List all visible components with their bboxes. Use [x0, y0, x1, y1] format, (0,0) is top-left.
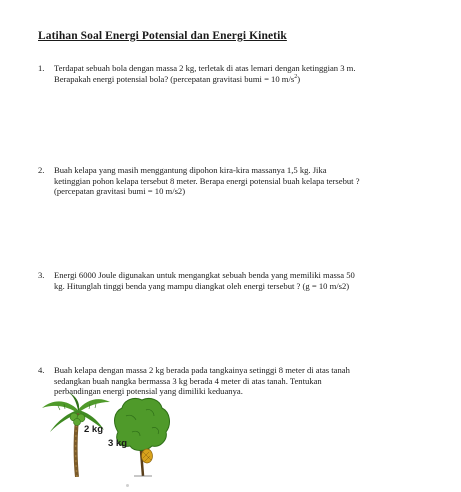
question-number: 2.: [38, 165, 45, 175]
question-line: Buah kelapa yang masih menggantung dipohon kira-kira massanya 1,5 kg. Jika: [54, 165, 327, 175]
question-line: Buah kelapa dengan massa 2 kg berada pada tangkainya setinggi 8 meter di atas tanah: [54, 365, 350, 375]
question-line: (percepatan gravitasi bumi = 10 m/s2): [54, 186, 186, 197]
page-dot: [126, 484, 129, 487]
question-line: sedangkan buah nangka bermassa 3 kg berada 4 meter di atas tanah. Tentukan: [54, 375, 322, 386]
question-text: [54, 63, 434, 84]
question-line: kg. Hitunglah tinggi benda yang mampu diangkat oleh energi tersebut ? (g = 10 m/s2): [54, 280, 350, 291]
question-line: Berapakah energi potensial bola? (percepatan gravitasi bumi = 10 $m/s^2$): [54, 73, 301, 84]
question-text: [54, 270, 434, 291]
superscript: 2: [294, 73, 298, 80]
fruit-trees-illustration: [40, 392, 190, 477]
document-title: Latihan Soal Energi Potensial dan Energi Kinetik: [38, 30, 287, 42]
question-line: Terdapat sebuah bola dengan massa 2 kg, terletak di atas lemari dengan ketinggian 3 m.: [54, 63, 356, 73]
jackfruit-mass-label: 3 kg: [108, 438, 128, 449]
question-text: [54, 165, 434, 197]
question-number: 3.: [38, 270, 45, 280]
question-number: 1.: [38, 63, 45, 73]
question-line: Energi 6000 Joule digunakan untuk mengangkat sebuah benda yang memiliki massa 50: [54, 270, 355, 280]
coconut-mass-label: 2 kg: [84, 424, 104, 435]
question-number: 4.: [38, 365, 45, 375]
question-line: ketinggian pohon kelapa tersebut 8 meter. Berapa energi potensial buah kelapa tersebut ?: [54, 175, 360, 186]
question-line: perbandingan energi potensial yang dimiliki keduanya.: [54, 386, 243, 397]
